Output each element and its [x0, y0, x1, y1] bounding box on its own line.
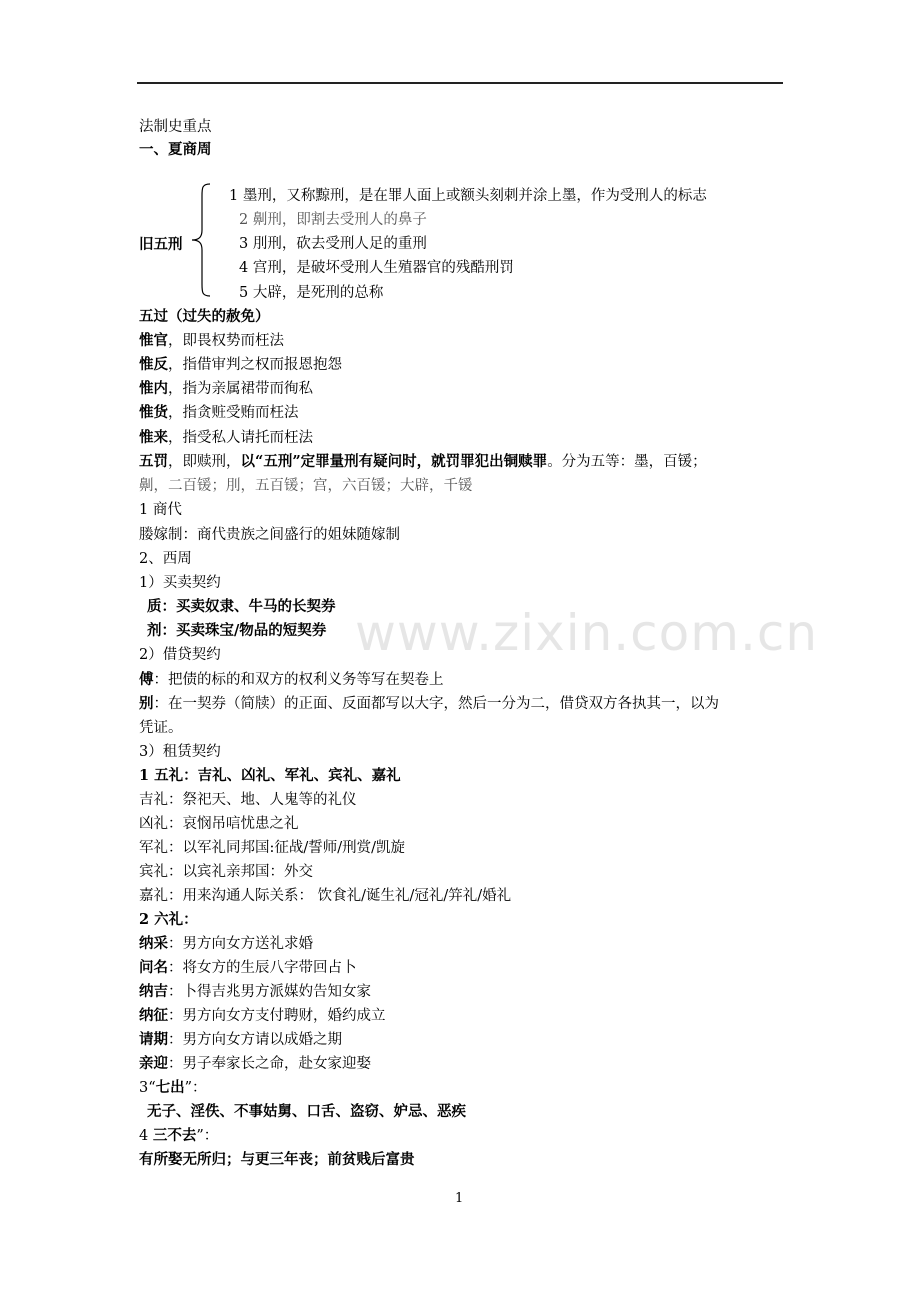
wuxing-item: 2 劓刑，即割去受刑人的鼻子 [239, 212, 427, 228]
desc: ，指贪赃受贿而枉法 [168, 405, 299, 421]
wuxing-label: 旧五刑 [139, 236, 183, 253]
term: 亲迎 [139, 1055, 168, 1072]
desc: ，指为亲属裙带而徇私 [168, 381, 313, 397]
text: ，即赎刑， [168, 454, 241, 470]
page-number: 1 [455, 1191, 464, 1206]
suffix: ”： [184, 1080, 207, 1096]
list-item [139, 428, 313, 448]
title: 七出 [155, 1079, 185, 1096]
term: 惟内 [139, 380, 168, 397]
list-item [139, 379, 313, 399]
maimai-title: 1）买卖契约 [139, 575, 221, 591]
term: 五罚 [139, 453, 168, 470]
term: 惟官 [139, 332, 168, 349]
desc: ：将女方的生辰八字带回占卜 [168, 960, 357, 976]
text: 。分为五等：墨，百锾； [547, 454, 707, 470]
wuli-item: 宾礼：以宾礼亲邦国：外交 [139, 864, 313, 880]
xizhou-title: 2、西周 [139, 551, 192, 567]
zulin-title: 3）租赁契约 [139, 744, 221, 760]
desc: ，即畏权势而枉法 [168, 333, 284, 349]
shang-title: 1 商代 [139, 502, 182, 518]
wufa-line [139, 452, 707, 472]
wuguo-title: 五过（过失的赦免） [139, 308, 270, 325]
term: 惟货 [139, 404, 168, 421]
bie-line [139, 694, 719, 714]
watermark: www.zixin.com.cn [355, 604, 819, 662]
wuli-item: 嘉礼：用来沟通人际关系： 饮食礼/诞生礼/冠礼/笄礼/婚礼 [139, 888, 512, 904]
list-item [139, 331, 284, 351]
qichu-title [139, 1078, 207, 1098]
ji-line: 剂：买卖珠宝/物品的短契券 [147, 622, 327, 639]
zhi-line: 质：买卖奴隶、牛马的长契券 [147, 598, 336, 615]
term: 请期 [139, 1031, 168, 1048]
wuxing-item: 3 刖刑，砍去受刑人足的重刑 [239, 236, 427, 252]
doc-title: 法制史重点 [139, 119, 212, 135]
desc: ：卜得吉兆男方派媒妁告知女家 [168, 984, 371, 1000]
shang-text: 媵嫁制：商代贵族之间盛行的姐妹随嫁制 [139, 527, 400, 543]
wuli-item: 吉礼：祭祀天、地、人鬼等的礼仪 [139, 792, 357, 808]
prefix: 4 [139, 1128, 153, 1144]
term: 纳吉 [139, 983, 168, 1000]
fu-line [139, 670, 444, 690]
wuli-item: 军礼：以军礼同邦国:征战/誓师/刑赏/凯旋 [139, 840, 406, 856]
desc: ：男方向女方支付聘财，婚约成立 [168, 1008, 386, 1024]
wuxing-item: 4 宫刑，是破坏受刑人生殖器官的残酷刑罚 [239, 260, 514, 276]
desc: ：把债的标的和双方的权利义务等写在契卷上 [153, 672, 444, 688]
desc: ，指受私人请托而枉法 [168, 430, 313, 446]
jiedai-title: 2）借贷契约 [139, 647, 221, 663]
desc: ：男子奉家长之命，赴女家迎娶 [168, 1056, 371, 1072]
wufa-line-2: 劓，二百锾；刖，五百锾；宫，六百锾；大辟，千锾 [139, 478, 473, 494]
desc: ：男方向女方送礼求婚 [168, 936, 313, 952]
list-item [139, 934, 313, 954]
bie-line-2: 凭证。 [139, 720, 183, 736]
desc: ，指借审判之权而报恩抱怨 [168, 357, 342, 373]
list-item [139, 958, 357, 978]
term: 惟来 [139, 429, 168, 446]
suffix: ”： [196, 1128, 219, 1144]
list-item [139, 982, 371, 1002]
qichu-text: 无子、淫佚、不事姑舅、口舌、盗窃、妒忌、恶疾 [147, 1103, 466, 1120]
list-item [139, 1006, 386, 1026]
header-rule [137, 82, 783, 84]
term: 纳征 [139, 1007, 168, 1024]
liuli-title: 2 六礼： [139, 911, 198, 928]
desc: ：在一契券（简牍）的正面、反面都写以大字，然后一分为二，借贷双方各执其一，以为 [153, 696, 719, 712]
list-item [139, 1054, 371, 1074]
term: 问名 [139, 959, 168, 976]
title: 三不去 [152, 1127, 197, 1144]
section-heading: 一、夏商周 [139, 141, 212, 158]
text: 以“五刑”定罪量刑有疑问时，就罚罪犯出铜赎罪 [240, 453, 548, 470]
sanbuqu-title [139, 1126, 218, 1146]
wuxing-item: 1 墨刑，又称黥刑，是在罪人面上或额头刻刺并涂上墨，作为受刑人的标志 [229, 188, 707, 204]
prefix: 3“ [139, 1080, 156, 1096]
list-item [139, 1030, 342, 1050]
brace-icon [190, 182, 212, 298]
term: 别 [139, 695, 154, 712]
list-item [139, 355, 342, 375]
desc: ：男方向女方请以成婚之期 [168, 1032, 342, 1048]
sanbuqu-text: 有所娶无所归；与更三年丧；前贫贱后富贵 [139, 1151, 415, 1168]
wuxing-item: 5 大辟，是死刑的总称 [239, 285, 384, 301]
term: 惟反 [139, 356, 168, 373]
term: 纳采 [139, 935, 168, 952]
term: 傅 [139, 671, 154, 688]
wuli-title: 1 五礼：吉礼、凶礼、军礼、宾礼、嘉礼 [139, 767, 401, 784]
list-item [139, 403, 299, 423]
wuli-item: 凶礼：哀悯吊唁忧患之礼 [139, 816, 299, 832]
